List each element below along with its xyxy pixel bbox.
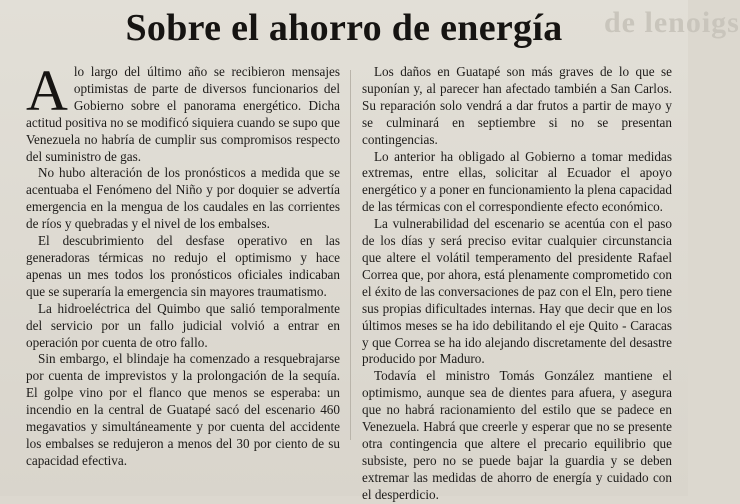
article-paragraph: Sin embargo, el blindaje ha comenzado a resquebrajarse por cuenta de imprevistos y la prolongación de la sequía. El golpe vino por el flanco que menos se esperaba: un incendio en la central de Guatapé sacó del escenario 460 megavatios y simultáneamente y por cuenta del accidente los embalses se redujeron a menos del 30 por ciento de su capacidad efectiva. xyxy=(26,351,340,468)
article-right-column xyxy=(362,64,672,502)
article-left-column xyxy=(26,58,340,492)
article-paragraph: Todavía el ministro Tomás González mantiene el optimismo, aunque sea de dientes para afuera, y asegura que no habrá racionamiento del estilo que se padece en Venezuela. Habrá que creerle y esperar que no se presente otra contingencia que altere el precario equilibrio que subsiste, pero no se puede bajar la guardia y se deben extremar las medidas de ahorro de energía y cuidado con el desperdicio. xyxy=(362,368,672,502)
drop-cap: A xyxy=(26,58,68,123)
article-paragraph: No hubo alteración de los pronósticos a medida que se acentuaba el Fenómeno del Niño y por doquier se advertía emergencia en la mengua de los caudales en las corrientes de ríos y quebradas y el nivel de los embalses. xyxy=(26,165,340,232)
article-paragraph: El descubrimiento del desfase operativo en las generadoras térmicas no redujo el optimismo y hace apenas un mes todos los pronósticos oficiales indicaban que se superaría la emergencia sin mayores traumatismo. xyxy=(26,233,340,299)
article-paragraph: Los daños en Guatapé son más graves de lo que se suponían y, al parecer han afectado también a San Carlos. Su reparación solo vendrá a dar frutos a partir de mayo y se culminará en septiembre si no se presentan contingencias. xyxy=(362,64,672,147)
adjacent-article-fragment: de lenoigs xyxy=(604,6,740,39)
article-title: Sobre el ahorro de energía xyxy=(125,7,563,49)
article-paragraph: Alo largo del último año se recibieron mensajes optimistas de parte de diversos funcionarios del Gobierno sobre el panorama energético. Dicha actitud positiva no se modificó siquiera cuando se supo que Venezuela no habría de cumplir sus compromisos respecto del suministro de gas. xyxy=(26,58,340,164)
article-paragraph: La hidroeléctrica del Quimbo que salió temporalmente del servicio por un fallo judicial volvió a entrar en operación por cuenta de otro fallo. xyxy=(26,300,340,350)
article-paragraph: Lo anterior ha obligado al Gobierno a tomar medidas extremas, entre ellas, solicitar al Ecuador el apoyo energético y a poner en funcionamiento la plena capacidad de las térmicas con el correspondiente efecto económico. xyxy=(362,148,672,215)
article-paragraph: La vulnerabilidad del escenario se acentúa con el paso de los días y será preciso evitar cualquier circunstancia que altere el volátil temperamento del presidente Rafael Correa que, por ahora, está plenamente comprometido con el éxito de las conversaciones de paz con el Eln, pero tiene sus propias dificultades internas. Hay que decir que en los últimos meses se ha ido debilitando el eje Quito - Caracas y que Correa se ha ido alejando discretamente del desastre producido por Maduro. xyxy=(362,216,672,367)
column-divider xyxy=(350,70,351,440)
